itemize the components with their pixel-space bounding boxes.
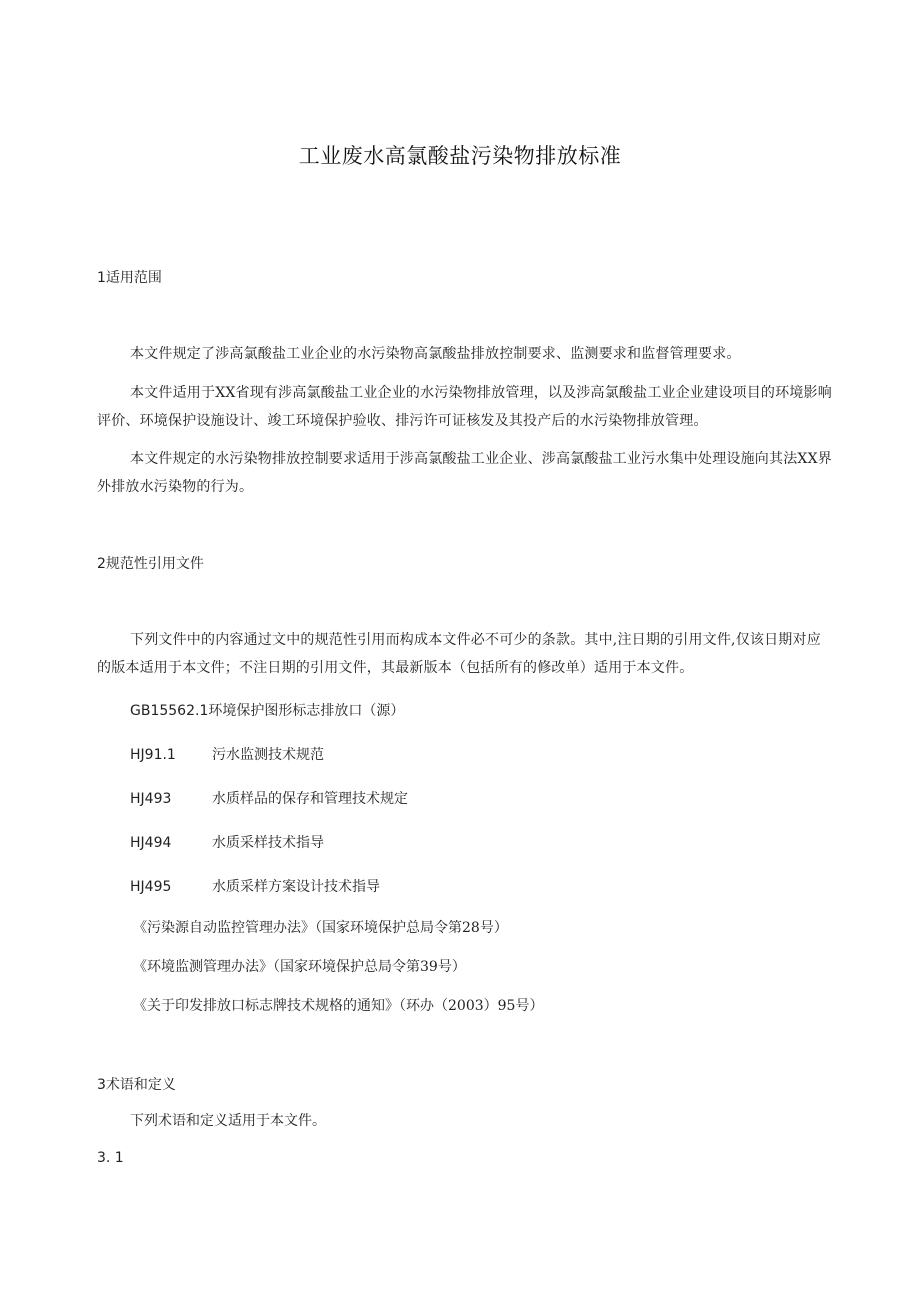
reference-code: HJ495 <box>130 879 172 895</box>
reference-item <box>130 832 324 852</box>
section-1-paragraph-3: 本文件规定的水污染物排放控制要求适用于涉高氯酸盐工业企业、涉高氯酸盐工业污水集中处理设施向其法XX界外排放水污染物的行为。 <box>97 451 832 495</box>
reference-name: 水质采样方案设计技术指导 <box>212 879 380 895</box>
reference-name: 水质采样技术指导 <box>212 835 324 851</box>
reference-name: 水质样品的保存和管理技术规定 <box>212 791 408 807</box>
reference-code: HJ494 <box>130 835 172 851</box>
cited-document: 《关于印发排放口标志牌技术规格的通知》（环办（2003）95号） <box>133 998 544 1014</box>
reference-item <box>130 700 404 720</box>
reference-name: 污水监测技术规范 <box>212 747 324 763</box>
reference-code: GB15562.1 <box>130 703 209 719</box>
reference-code: HJ493 <box>130 791 172 807</box>
section-2-intro: 下列文件中的内容通过文中的规范性引用而构成本文件必不可少的条款。其中,注日期的引用文件,仅该日期对应的版本适用于本文件；不注日期的引用文件，其最新版本（包括所有的修改单）适用于本文件。 <box>97 632 821 676</box>
section-1-paragraph-1: 本文件规定了涉高氯酸盐工业企业的水污染物高氯酸盐排放控制要求、监测要求和监督管理要求。 <box>130 346 741 362</box>
document-title: 工业废水高氯酸盐污染物排放标准 <box>298 144 622 168</box>
subsection-number: 3. 1 <box>97 1150 124 1166</box>
section-1-heading: 1适用范围 <box>97 270 162 286</box>
reference-item <box>130 744 324 764</box>
section-1-paragraph-2: 本文件适用于XX省现有涉高氯酸盐工业企业的水污染物排放管理，以及涉高氯酸盐工业企业建设项目的环境影响评价、环境保护设施设计、竣工环境保护验收、排污许可证核发及其投产后的水污染物排放管理。 <box>97 385 832 429</box>
cited-document: 《污染源自动监控管理办法》（国家环境保护总局令第28号） <box>133 920 508 936</box>
section-3-heading: 3术语和定义 <box>97 1077 176 1093</box>
cited-document: 《环境监测管理办法》（国家环境保护总局令第39号） <box>133 959 466 975</box>
reference-item <box>130 788 408 808</box>
reference-item <box>130 876 380 896</box>
section-3-intro: 下列术语和定义适用于本文件。 <box>130 1113 326 1129</box>
reference-code: HJ91.1 <box>130 747 176 763</box>
section-2-heading: 2规范性引用文件 <box>97 556 204 572</box>
reference-name: 环境保护图形标志排放口（源） <box>208 703 405 719</box>
